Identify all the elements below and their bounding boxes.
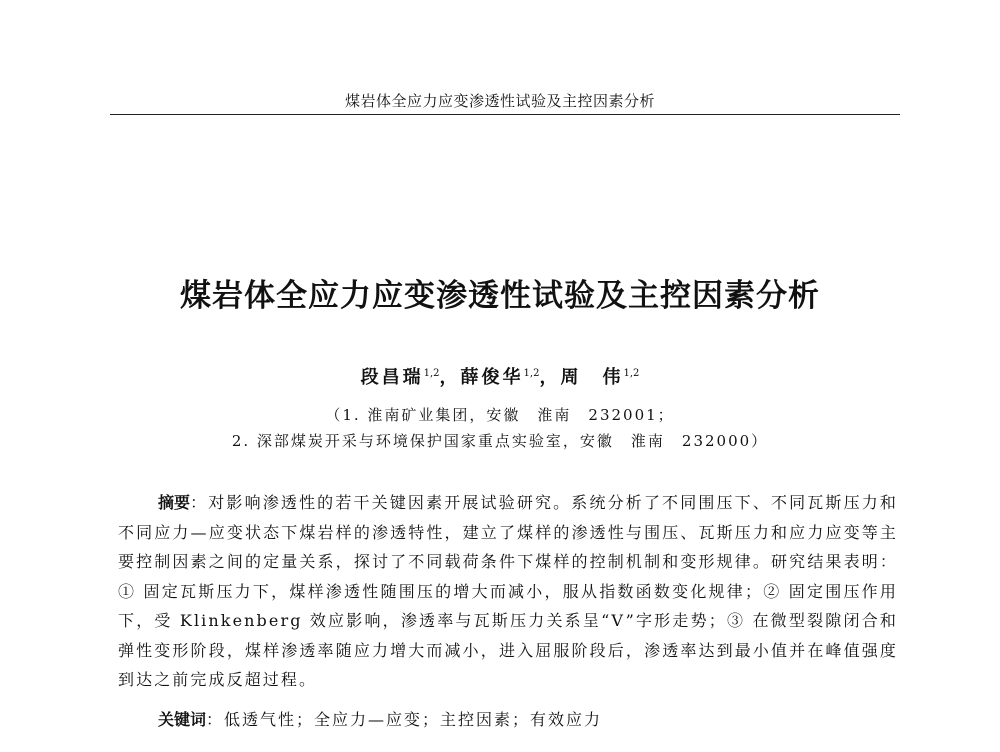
abstract-text: 对影响渗透性的若干关键因素开展试验研究。系统分析了不同围压下、不同瓦斯压力和不同应力—应变状态下煤岩样的渗透特性，建立了煤样的渗透性与围压、瓦斯压力和应力应变等主要控制因素之间的定量关系，探讨了不同载荷条件下煤样的控制机制和变形规律。研究结果表明：① 固定瓦斯压力下，煤样渗透性随围压的增大而减小，服从指数函数变化规律；② 固定围压作用下，受 Klinkenberg 效应影响，渗透率与瓦斯压力关系呈“V”字形走势；③ 在微型裂隙闭合和弹性变形阶段，煤样渗透率随应力增大而减小，进入屈服阶段后，渗透率达到最小值并在峰值强度到达之前完成反超过程。 bbox=[118, 493, 898, 689]
affiliation-2: 2. 深部煤炭开采与环境保护国家重点实验室，安徽 淮南 232000） bbox=[231, 432, 769, 450]
author-name: 段昌瑞 bbox=[360, 367, 424, 388]
abstract-label: 摘要 bbox=[158, 493, 191, 512]
author-separator: ， bbox=[439, 367, 461, 388]
author-affil-mark: 1,2 bbox=[423, 368, 440, 379]
keywords-separator: ： bbox=[206, 710, 225, 729]
author-list bbox=[0, 363, 1000, 389]
paper-title: 煤岩体全应力应变渗透性试验及主控因素分析 bbox=[180, 278, 820, 314]
abstract-separator: ： bbox=[190, 493, 209, 512]
author-name: 薛俊华 bbox=[460, 367, 524, 388]
author-affil-mark: 1,2 bbox=[623, 368, 640, 379]
author-separator: ， bbox=[539, 367, 561, 388]
header-rule bbox=[110, 114, 900, 115]
author-affil-mark: 1,2 bbox=[523, 368, 540, 379]
author-name: 周 伟 bbox=[560, 367, 624, 388]
keywords bbox=[158, 707, 898, 730]
running-head: 煤岩体全应力应变渗透性试验及主控因素分析 bbox=[344, 92, 655, 110]
keywords-text: 低透气性；全应力—应变；主控因素；有效应力 bbox=[224, 710, 603, 729]
keywords-label: 关键词 bbox=[158, 710, 207, 729]
affiliation-1: （1. 淮南矿业集团，安徽 淮南 232001； bbox=[325, 406, 675, 424]
abstract bbox=[118, 488, 898, 695]
